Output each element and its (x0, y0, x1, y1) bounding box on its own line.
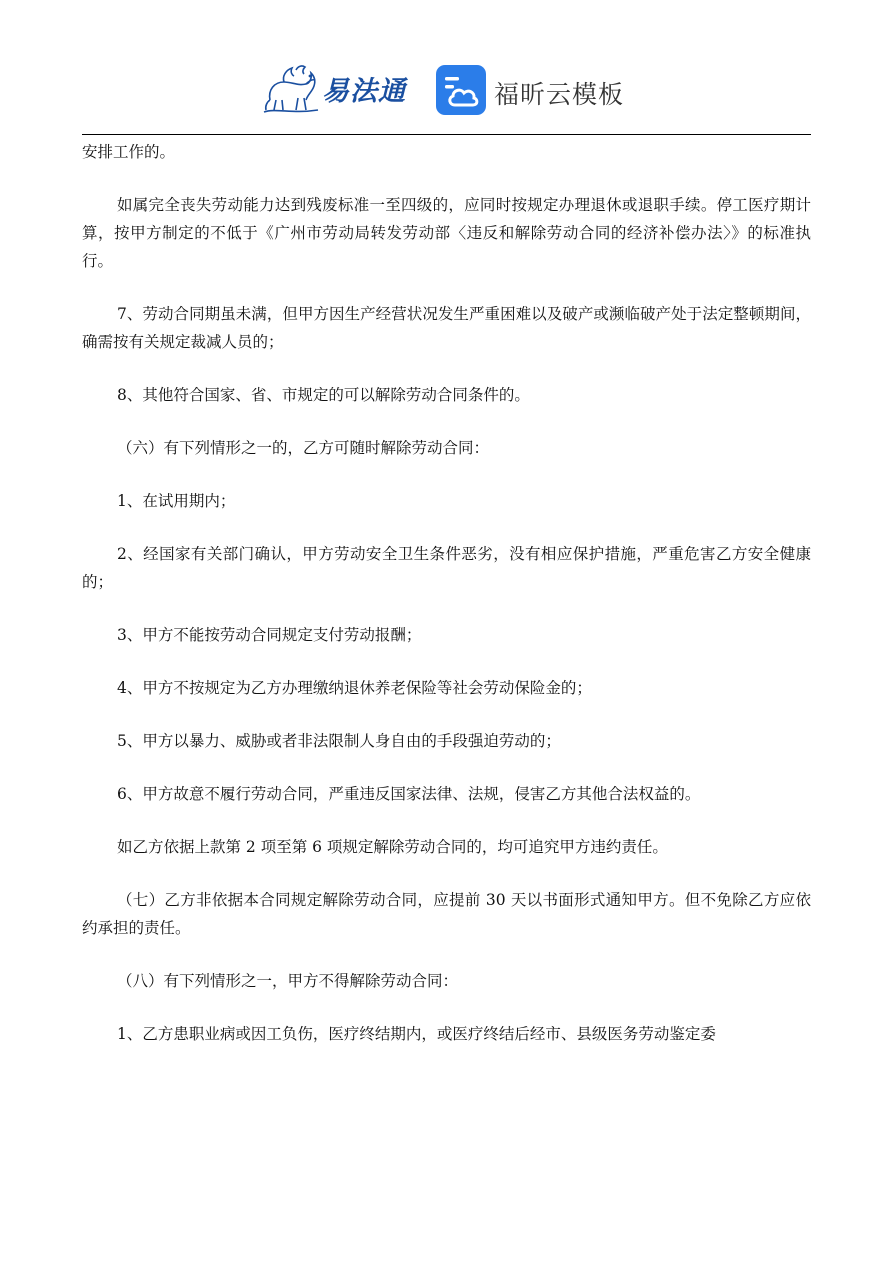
paragraph-item-8: 8、其他符合国家、省、市规定的可以解除劳动合同条件的。 (117, 386, 530, 404)
paragraph-item-2: 2、经国家有关部门确认，甲方劳动安全卫生条件恶劣，没有相应保护措施，严重危害乙方安全健康的； (82, 545, 811, 591)
section-heading-6: （六）有下列情形之一的，乙方可随时解除劳动合同： (117, 439, 490, 457)
paragraph-liability-note: 如乙方依据上款第 2 项至第 6 项规定解除劳动合同的，均可追究甲方违约责任。 (117, 838, 668, 856)
yifatong-logo (262, 60, 406, 116)
paragraph-item-7: 7、劳动合同期虽未满，但甲方因生产经营状况发生严重困难以及破产或濒临破产处于法定整顿期间，确需按有关规定裁减人员的； (82, 305, 811, 351)
paragraph-item-5: 5、甲方以暴力、威胁或者非法限制人身自由的手段强迫劳动的； (117, 732, 561, 750)
yifatong-logo-text: 易法通 (322, 75, 406, 107)
paragraph-continuation: 安排工作的。 (82, 143, 176, 161)
header-divider (82, 134, 811, 135)
paragraph-item-1: 1、在试用期内； (117, 492, 236, 510)
document-body (82, 138, 811, 1048)
page-header (0, 55, 893, 125)
foxit-template-logo (436, 65, 624, 120)
paragraph-disability-clause: 如属完全丧失劳动能力达到残废标准一至四级的，应同时按规定办理退休或退职手续。停工医疗期计算，按甲方制定的不低于《广州市劳动局转发劳动部〈违反和解除劳动合同的经济补偿办法〉》的标准执行。 (82, 196, 811, 270)
section-heading-8: （八）有下列情形之一，甲方不得解除劳动合同： (117, 972, 459, 990)
paragraph-item-4: 4、甲方不按规定为乙方办理缴纳退休养老保险等社会劳动保险金的； (117, 679, 592, 697)
paragraph-item-1-occupational: 1、乙方患职业病或因工负伤，医疗终结期内，或医疗终结后经市、县级医务劳动鉴定委 (117, 1025, 716, 1043)
cloud-doc-icon (436, 65, 486, 120)
paragraph-item-3: 3、甲方不能按劳动合同规定支付劳动报酬； (117, 626, 422, 644)
paragraph-item-6: 6、甲方故意不履行劳动合同，严重违反国家法律、法规，侵害乙方其他合法权益的。 (117, 785, 701, 803)
foxit-template-logo-text: 福昕云模板 (494, 79, 625, 109)
qilin-logo-icon (262, 60, 320, 116)
section-heading-7: （七）乙方非依据本合同规定解除劳动合同，应提前 30 天以书面形式通知甲方。但不免除乙方应依约承担的责任。 (82, 891, 811, 937)
